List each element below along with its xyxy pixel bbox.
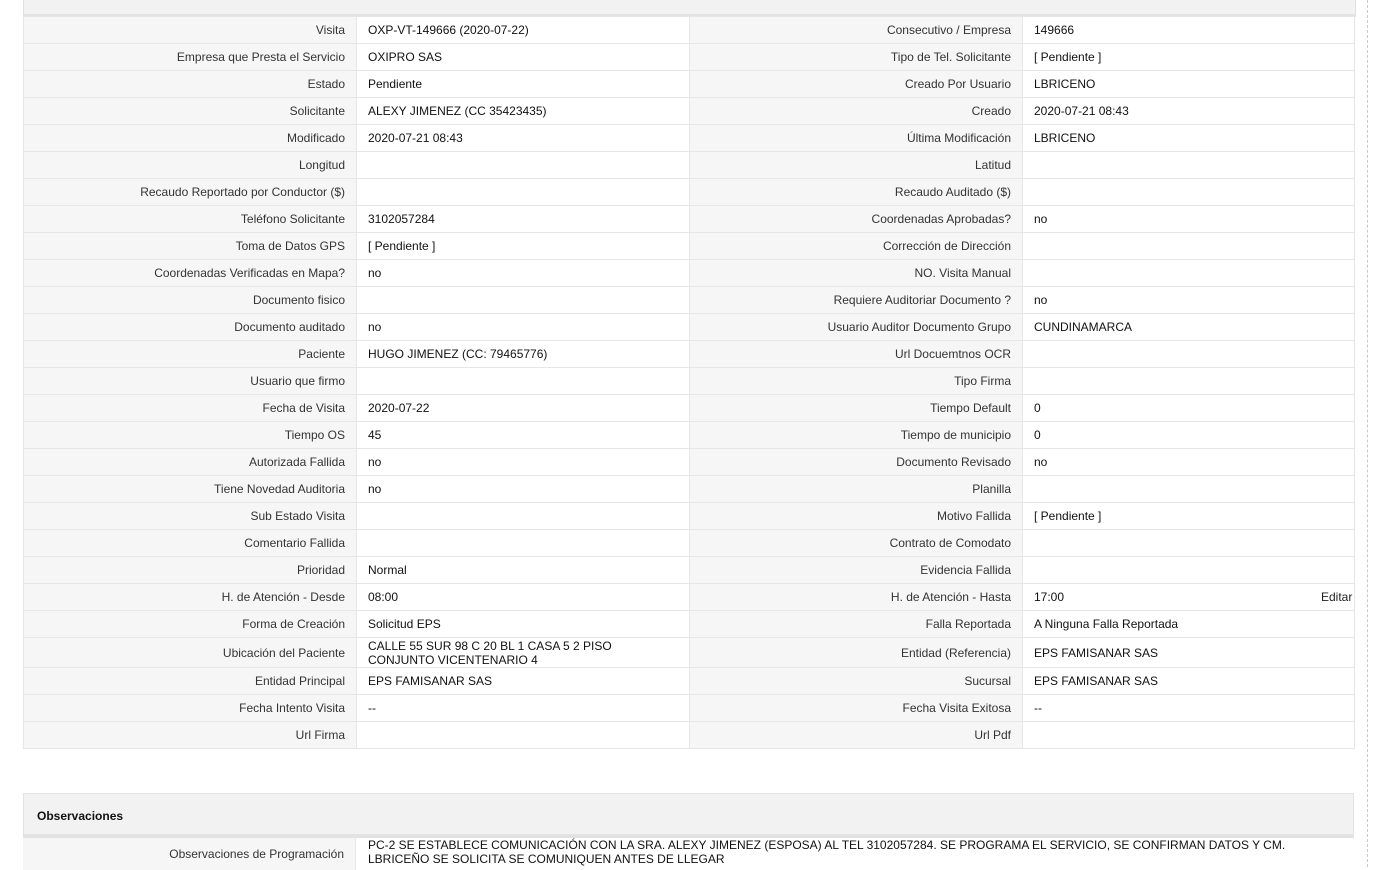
field-value: no (1023, 449, 1355, 476)
detail-row (24, 668, 1355, 695)
field-label: Longitud (24, 152, 357, 179)
field-label: Última Modificación (690, 125, 1023, 152)
detail-row (24, 71, 1355, 98)
field-label: Url Firma (24, 722, 357, 749)
field-value (357, 368, 690, 395)
observaciones-label: Observaciones de Programación (169, 847, 344, 861)
field-label: Tiempo Default (690, 395, 1023, 422)
field-label: Tiempo de municipio (690, 422, 1023, 449)
field-value: 08:00 (357, 584, 690, 611)
detail-row (24, 584, 1355, 611)
field-value (1023, 260, 1355, 287)
detail-row (24, 722, 1355, 749)
detail-row (24, 98, 1355, 125)
detail-row (24, 233, 1355, 260)
field-value: no (357, 260, 690, 287)
detail-row (24, 503, 1355, 530)
observaciones-value: PC-2 SE ESTABLECE COMUNICACIÓN CON LA SRA. ALEXY JIMENEZ (ESPOSA) AL TEL 3102057284. SE PROGRAMA EL SERVICIO, SE CONFIRMAN DATOS Y CM. LBRICEÑO SE SOLICITA SE COMUNIQUEN ANTES DE LLEGAR (368, 838, 1286, 866)
field-value: no (1023, 287, 1355, 314)
field-label: Ubicación del Paciente (24, 638, 357, 668)
detail-row (24, 638, 1355, 668)
field-value (357, 179, 690, 206)
field-value (1023, 476, 1355, 503)
field-value: -- (357, 695, 690, 722)
detail-row (24, 695, 1355, 722)
detail-row (24, 476, 1355, 503)
field-value: EPS FAMISANAR SAS (357, 668, 690, 695)
detail-row (24, 152, 1355, 179)
field-label: Recaudo Reportado por Conductor ($) (24, 179, 357, 206)
field-value: 149666 (1023, 17, 1355, 44)
field-value (357, 152, 690, 179)
field-value (1023, 368, 1355, 395)
visit-details-body (24, 17, 1355, 749)
detail-row (24, 44, 1355, 71)
field-label: H. de Atención - Desde (24, 584, 357, 611)
field-value (1023, 722, 1355, 749)
field-value (1023, 341, 1355, 368)
field-value (357, 530, 690, 557)
field-value (357, 722, 690, 749)
detail-row (24, 287, 1355, 314)
field-value: Pendiente (357, 71, 690, 98)
panel-top-bar (23, 0, 1356, 17)
field-value: OXIPRO SAS (357, 44, 690, 71)
field-label: Falla Reportada (690, 611, 1023, 638)
field-label: Fecha de Visita (24, 395, 357, 422)
detail-row (24, 17, 1355, 44)
field-value: 0 (1023, 422, 1355, 449)
edit-link[interactable]: Editar (1321, 590, 1353, 604)
detail-row (24, 611, 1355, 638)
field-value (1023, 179, 1355, 206)
field-label: Contrato de Comodato (690, 530, 1023, 557)
field-value: LBRICENO (1023, 71, 1355, 98)
field-value: OXP-VT-149666 (2020-07-22) (357, 17, 690, 44)
field-label: Documento auditado (24, 314, 357, 341)
field-label: Consecutivo / Empresa (690, 17, 1023, 44)
field-label: Modificado (24, 125, 357, 152)
field-label: Requiere Auditoriar Documento ? (690, 287, 1023, 314)
field-value: no (1023, 206, 1355, 233)
field-label: Usuario que firmo (24, 368, 357, 395)
field-value: LBRICENO (1023, 125, 1355, 152)
field-value: EPS FAMISANAR SAS (1023, 668, 1355, 695)
field-label: Coordenadas Aprobadas? (690, 206, 1023, 233)
field-label: Autorizada Fallida (24, 449, 357, 476)
field-value: 0 (1023, 395, 1355, 422)
field-label: Teléfono Solicitante (24, 206, 357, 233)
field-label: Paciente (24, 341, 357, 368)
field-value: 2020-07-22 (357, 395, 690, 422)
detail-row (24, 449, 1355, 476)
field-value: 2020-07-21 08:43 (1023, 98, 1355, 125)
field-label: Creado Por Usuario (690, 71, 1023, 98)
field-label: Tiene Novedad Auditoria (24, 476, 357, 503)
field-value: Solicitud EPS (357, 611, 690, 638)
field-value: -- (1023, 695, 1355, 722)
detail-row (24, 314, 1355, 341)
field-value (1023, 557, 1355, 584)
detail-row (24, 422, 1355, 449)
field-label: Recaudo Auditado ($) (690, 179, 1023, 206)
field-value: no (357, 449, 690, 476)
field-label: Estado (24, 71, 357, 98)
observaciones-title: Observaciones (37, 809, 124, 823)
field-label: Creado (690, 98, 1023, 125)
detail-row (24, 125, 1355, 152)
field-label: Empresa que Presta el Servicio (24, 44, 357, 71)
field-value: HUGO JIMENEZ (CC: 79465776) (357, 341, 690, 368)
observaciones-row (23, 835, 1354, 867)
field-label: Fecha Intento Visita (24, 695, 357, 722)
field-value: 17:00 (1023, 584, 1355, 611)
field-label: Toma de Datos GPS (24, 233, 357, 260)
field-value: ALEXY JIMENEZ (CC 35423435) (357, 98, 690, 125)
field-label: Planilla (690, 476, 1023, 503)
field-label: Sucursal (690, 668, 1023, 695)
field-value: [ Pendiente ] (357, 233, 690, 260)
detail-row (24, 260, 1355, 287)
field-label: Tipo Firma (690, 368, 1023, 395)
field-label: Fecha Visita Exitosa (690, 695, 1023, 722)
field-value (357, 503, 690, 530)
field-label: Tiempo OS (24, 422, 357, 449)
field-label: Documento fisico (24, 287, 357, 314)
field-value (1023, 152, 1355, 179)
field-value: Normal (357, 557, 690, 584)
field-value: no (357, 314, 690, 341)
field-label: Url Pdf (690, 722, 1023, 749)
field-label: H. de Atención - Hasta (690, 584, 1023, 611)
field-label: Forma de Creación (24, 611, 357, 638)
field-value: no (357, 476, 690, 503)
field-label: Sub Estado Visita (24, 503, 357, 530)
field-label: Documento Revisado (690, 449, 1023, 476)
field-value: EPS FAMISANAR SAS (1023, 638, 1355, 668)
field-label: Solicitante (24, 98, 357, 125)
detail-row (24, 557, 1355, 584)
field-label: Prioridad (24, 557, 357, 584)
dashed-divider (1367, 0, 1368, 867)
field-label: Coordenadas Verificadas en Mapa? (24, 260, 357, 287)
field-label: Motivo Fallida (690, 503, 1023, 530)
field-value: [ Pendiente ] (1023, 503, 1355, 530)
field-value: [ Pendiente ] (1023, 44, 1355, 71)
field-value: CUNDINAMARCA (1023, 314, 1355, 341)
visit-details-table (23, 16, 1355, 749)
detail-row (24, 395, 1355, 422)
observaciones-label-cell (23, 838, 356, 870)
field-value: A Ninguna Falla Reportada (1023, 611, 1355, 638)
field-label: Entidad (Referencia) (690, 638, 1023, 668)
field-label: Corrección de Dirección (690, 233, 1023, 260)
field-label: Entidad Principal (24, 668, 357, 695)
detail-row (24, 368, 1355, 395)
field-label: Comentario Fallida (24, 530, 357, 557)
detail-row (24, 341, 1355, 368)
field-label: Usuario Auditor Documento Grupo (690, 314, 1023, 341)
field-value: CALLE 55 SUR 98 C 20 BL 1 CASA 5 2 PISO CONJUNTO VICENTENARIO 4 (357, 638, 690, 668)
field-label: Url Docuemtnos OCR (690, 341, 1023, 368)
detail-row (24, 206, 1355, 233)
field-value (1023, 233, 1355, 260)
field-value (357, 287, 690, 314)
field-value (1023, 530, 1355, 557)
field-label: Evidencia Fallida (690, 557, 1023, 584)
detail-row (24, 179, 1355, 206)
field-label: NO. Visita Manual (690, 260, 1023, 287)
field-value: 45 (357, 422, 690, 449)
detail-row (24, 530, 1355, 557)
observaciones-header (23, 793, 1354, 835)
field-label: Latitud (690, 152, 1023, 179)
field-value: 2020-07-21 08:43 (357, 125, 690, 152)
field-label: Visita (24, 17, 357, 44)
field-value: 3102057284 (357, 206, 690, 233)
field-label: Tipo de Tel. Solicitante (690, 44, 1023, 71)
